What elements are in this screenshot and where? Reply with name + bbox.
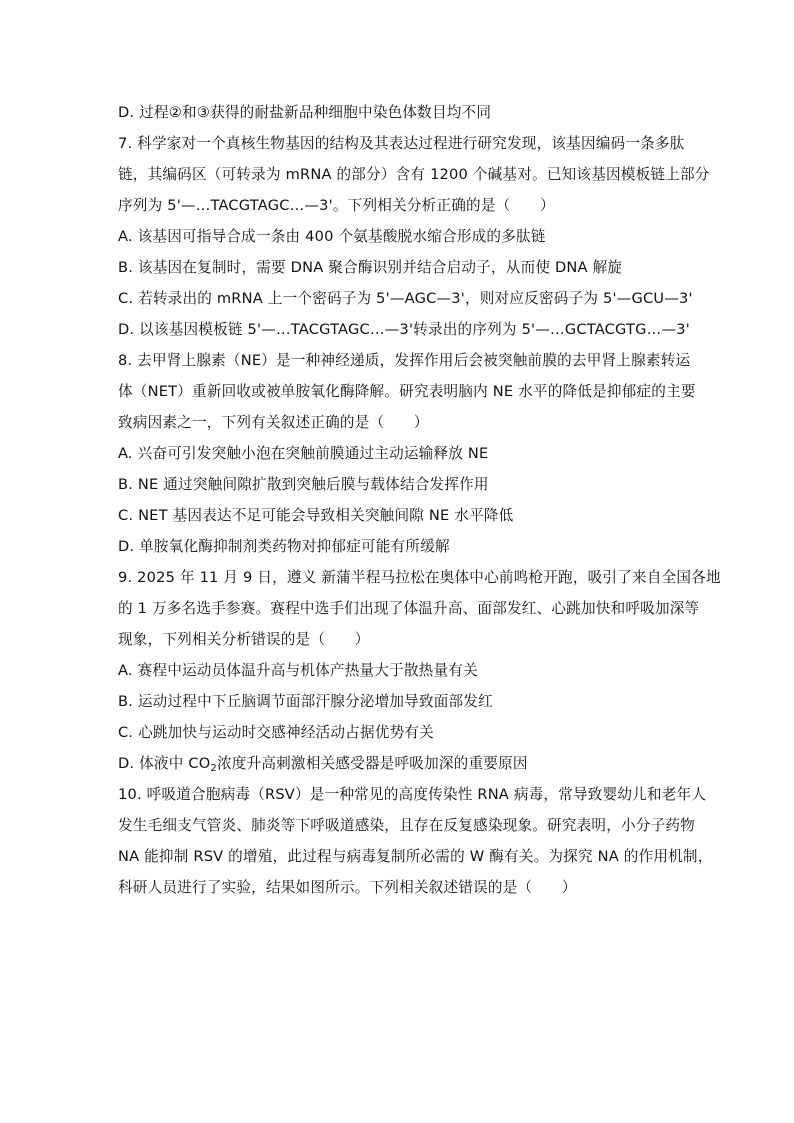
option-9c: C. 心跳加快与运动时交感神经活动占据优势有关 <box>118 724 434 741</box>
option-7c: C. 若转录出的 mRNA 上一个密码子为 5'—AGC—3'，则对应反密码子为 5'—GCU—3' <box>118 290 693 307</box>
option-9b: B. 运动过程中下丘脑调节面部汗腺分泌增加导致面部发红 <box>118 693 493 710</box>
option-9a: A. 赛程中运动员体温升高与机体产热量大于散热量有关 <box>118 662 478 679</box>
question-10-line-2: 发生毛细支气管炎、肺炎等下呼吸道感染，且存在反复感染现象。研究表明，小分子药物 <box>118 817 695 834</box>
question-10-line-3: NA 能抑制 RSV 的增殖，此过程与病毒复制所必需的 W 酶有关。为探究 NA 的作用机制， <box>118 848 713 865</box>
option-8b: B. NE 通过突触间隙扩散到突触后膜与载体结合发挥作用 <box>118 476 489 493</box>
option-6d: D. 过程②和③获得的耐盐新品种细胞中染色体数目均不同 <box>118 104 492 121</box>
question-10-line-1: 10. 呼吸道合胞病毒（RSV）是一种常见的高度传染性 RNA 病毒，常导致婴幼儿和老年人 <box>118 786 707 803</box>
option-9d <box>118 754 678 774</box>
option-7b: B. 该基因在复制时，需要 DNA 聚合酶识别并结合启动子，从而使 DNA 解旋 <box>118 259 623 276</box>
option-9d-prefix: D. 体液中 CO <box>118 755 211 772</box>
question-7-line-2: 链，其编码区（可转录为 mRNA 的部分）含有 1200 个碱基对。已知该基因模板链上部分 <box>118 166 710 183</box>
question-9-line-2: 的 1 万多名选手参赛。赛程中选手们出现了体温升高、面部发红、心跳加快和呼吸加深等 <box>118 600 700 617</box>
question-7-line-3: 序列为 5'—…TACGTAGC…—3'。下列相关分析正确的是（ ） <box>118 197 555 214</box>
option-8c: C. NET 基因表达不足可能会导致相关突触间隙 NE 水平降低 <box>118 507 514 524</box>
question-9-line-3: 现象，下列相关分析错误的是（ ） <box>118 631 370 648</box>
question-8-line-2: 体（NET）重新回收或被单胺氧化酶降解。研究表明脑内 NE 水平的降低是抑郁症的主要 <box>118 383 696 400</box>
option-8d: D. 单胺氧化酶抑制剂类药物对抑郁症可能有所缓解 <box>118 538 450 555</box>
option-7a: A. 该基因可指导合成一条由 400 个氨基酸脱水缩合形成的多肽链 <box>118 228 546 245</box>
option-8a: A. 兴奋可引发突触小泡在突触前膜通过主动运输释放 NE <box>118 445 489 462</box>
question-8-line-1: 8. 去甲肾上腺素（NE）是一种神经递质，发挥作用后会被突触前膜的去甲肾上腺素转运 <box>118 352 691 369</box>
co2-subscript: 2 <box>210 763 217 774</box>
option-9d-rest: 浓度升高刺激相关感受器是呼吸加深的重要原因 <box>216 755 528 772</box>
question-10-line-4: 科研人员进行了实验，结果如图所示。下列相关叙述错误的是（ ） <box>118 879 577 896</box>
option-7d: D. 以该基因模板链 5'—…TACGTAGC…—3'转录出的序列为 5'—…GCTACGTG…—3' <box>118 321 690 338</box>
question-8-line-3: 致病因素之一，下列有关叙述正确的是（ ） <box>118 414 429 431</box>
question-7-line-1: 7. 科学家对一个真核生物基因的结构及其表达过程进行研究发现，该基因编码一条多肽 <box>118 135 685 152</box>
question-9-line-1: 9. 2025 年 11 月 9 日，遵义 新蒲半程马拉松在奥体中心前鸣枪开跑，吸引了来自全国各地 <box>118 569 721 586</box>
